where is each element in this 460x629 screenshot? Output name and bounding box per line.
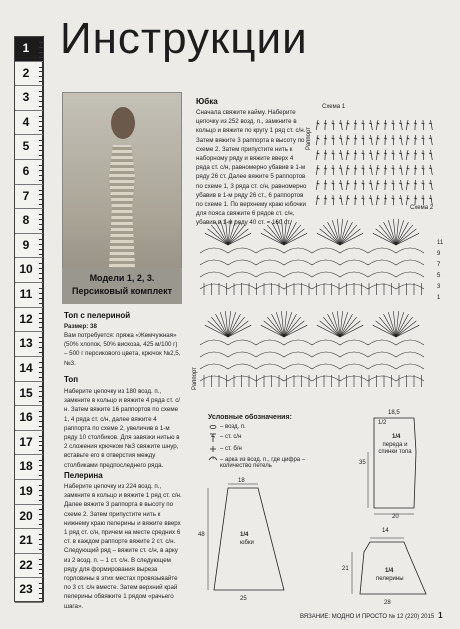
ruler-cell — [15, 37, 43, 62]
skirt-pattern — [206, 482, 296, 612]
ruler-number: 6 — [22, 164, 30, 179]
row-number: 1 — [437, 295, 441, 301]
footer-text: ВЯЗАНИЕ: МОДНО И ПРОСТО № 12 (220) 2015 — [300, 614, 435, 620]
scheme2-rapport: Раппорт — [192, 367, 198, 390]
top-height: 35 — [359, 460, 366, 466]
ruler-number: 20 — [19, 508, 33, 523]
legend-item-arch: – арка из возд. п., где цифра – количество петель — [220, 457, 306, 469]
ruler-number: 5 — [22, 139, 30, 154]
ruler-cell — [15, 111, 43, 136]
skirt-width-bottom: 25 — [240, 596, 247, 602]
top-pattern — [360, 412, 440, 522]
top-text: Наберите цепочку из 180 возд. п., замкните в кольцо и вяжите 4 ряда ст. с/н. Затем вяжите 16 раппортов по схеме 1, 4 ряда ст. с/н, далее вяжите 4 раппорта по схеме 2, увеличив в 1-м ряду 10 столбиков. Для завязки нитью в 2 сложения крючком №3 свяжите шнур, вставьте его в отверстия между столбиками предпоследнего ряда. — [64, 388, 181, 469]
cape-height: 21 — [342, 566, 349, 572]
ruler-number: 15 — [19, 385, 33, 400]
ruler-number: 1 — [22, 41, 30, 55]
cape-text: Наберите цепочку из 224 возд. п., замкните в кольцо и вяжите 1 ряд ст. с/н. Далее вяжите 3 раппорта в высоту по схеме 2. Затем припустите нить к нижнему краю пелерины и вяжите вверх 1 ряд ст. с/н, причем на месте средних 6 ст. в каждом раппорте вяжите 2 ст. с/н. Следующий ряд – вяжите ст. с/н, в арку из 2 возд. п. – 1 ст. с/н. В следующем ряду для формирования выреза горловины в этих местах провязывайте по 3 ст. с/н вместе. Затем верхний край пелерины обвяжите 1 рядом «рачьего шага». — [64, 483, 182, 610]
top-piece-name: переда и спинки топа — [378, 442, 412, 455]
ruler-number: 10 — [19, 262, 33, 277]
top-fraction: 1/4 — [392, 434, 401, 440]
ruler-number: 9 — [22, 237, 30, 252]
ruler-number: 19 — [19, 483, 33, 498]
row-number: 7 — [437, 262, 441, 268]
skirt-height: 48 — [198, 532, 205, 538]
ruler-cell — [15, 505, 43, 530]
scheme2-label: Схема 2 — [410, 205, 434, 211]
row-number: 5 — [437, 273, 441, 279]
side-ruler — [14, 36, 44, 602]
top-half: 1/2 — [378, 420, 387, 426]
ruler-number: 16 — [19, 410, 33, 425]
caption-line-1: Модели 1, 2, 3. — [89, 273, 155, 283]
legend-item-sc: – ст. б/н — [220, 446, 242, 452]
ruler-number: 11 — [19, 287, 33, 302]
legend-item-dc: – ст. с/н — [220, 434, 242, 440]
ruler-number: 2 — [22, 65, 30, 80]
skirt-title: Юбка — [196, 97, 218, 106]
ruler-number: 8 — [22, 213, 30, 228]
ruler-cell — [15, 209, 43, 234]
legend-item-chain: – возд. п. — [220, 424, 246, 430]
ruler-cell — [15, 431, 43, 456]
ruler-cell — [15, 258, 43, 283]
materials-text: Вам потребуется: пряжа «Жемчужная» (50% хлопок, 50% вискоза, 425 м/100 г) – 500 г персикового цвета, крючок №2,5, №3. — [64, 332, 181, 367]
row-number: 3 — [437, 284, 441, 290]
page-footer — [300, 611, 443, 620]
row-number: 9 — [437, 251, 441, 257]
model-head — [111, 107, 135, 139]
ruler-cell — [15, 578, 43, 603]
row-number: 11 — [437, 240, 444, 246]
section-top-cape-title: Топ с пелериной — [64, 311, 131, 320]
top-title: Топ — [64, 375, 79, 384]
ruler-number: 23 — [19, 582, 33, 597]
scheme1-diagram — [312, 112, 442, 210]
cape-width-bottom: 28 — [384, 600, 391, 606]
ruler-cell — [15, 185, 43, 210]
skirt-fraction: 1/4 — [240, 532, 249, 538]
ruler-cell — [15, 160, 43, 185]
ruler-number: 3 — [22, 90, 30, 105]
ruler-number: 17 — [19, 434, 33, 449]
ruler-cell — [15, 332, 43, 357]
ruler-number: 7 — [22, 188, 30, 203]
skirt-width-top: 18 — [238, 478, 245, 484]
ruler-cell — [15, 529, 43, 554]
chain-stitch-icon — [210, 425, 216, 428]
ruler-cell — [15, 455, 43, 480]
ruler-number: 13 — [19, 336, 33, 351]
svg-text:5: 5 — [212, 455, 215, 460]
cape-fraction: 1/4 — [385, 568, 394, 574]
ruler-cell — [15, 406, 43, 431]
ruler-number: 4 — [22, 114, 30, 129]
scheme1-rapport: Раппорт — [306, 127, 312, 150]
cape-pattern — [346, 530, 442, 610]
cape-piece-name: пелерины — [376, 576, 404, 582]
scheme2-diagram — [200, 213, 434, 401]
ruler-number: 22 — [19, 557, 33, 572]
ruler-number: 21 — [19, 533, 33, 548]
ruler-cell — [15, 62, 43, 87]
size-text: Размер: 38 — [64, 323, 97, 330]
ruler-cell — [15, 135, 43, 160]
page-number: 1 — [438, 611, 443, 620]
top-width-top: 18,5 — [388, 410, 400, 416]
ruler-cell — [15, 480, 43, 505]
ruler-cell — [15, 283, 43, 308]
photo-caption — [62, 268, 182, 304]
caption-line-2: Персиковый комплект — [71, 286, 173, 296]
cape-title: Пелерина — [64, 471, 103, 480]
scheme1-label: Схема 1 — [322, 104, 346, 110]
page-title: Инструкции — [60, 14, 308, 63]
ruler-cell — [15, 308, 43, 333]
ruler-cell — [15, 382, 43, 407]
ruler-number: 18 — [19, 459, 33, 474]
ruler-cell — [15, 86, 43, 111]
ruler-cell — [15, 234, 43, 259]
top-width-bottom: 20 — [392, 514, 399, 520]
ruler-number: 12 — [19, 311, 33, 326]
ruler-number: 14 — [19, 360, 33, 375]
legend-title: Условные обозначения: — [208, 414, 292, 421]
skirt-text: Сначала свяжите кайму. Наберите цепочку из 252 возд. п., замкните в кольцо и вяжите по кругу 1 ряд ст. с/н. Затем вяжите 3 раппорта в высоту по схеме 2. Затем припустите нить к наборному ряду и вяжите вверх 4 ряда ст. с/н, равномерно убавив в 1-м ряду 26 ст. Далее вяжите 5 раппортов по схеме 1, 3 ряда ст. с/н, равномерно убавив в 1-м ряду 26 ст., 6 раппортов по схеме 1. По верхнему краю юбочки для пояса свяжите 6 рядов ст. с/н, убавив в 1-м ряду 40 ст. = 160 ст. — [196, 109, 307, 227]
skirt-piece-name: юбки — [240, 540, 254, 546]
cape-width-top: 14 — [382, 528, 389, 534]
ruler-cell — [15, 357, 43, 382]
ruler-cell — [15, 554, 43, 579]
